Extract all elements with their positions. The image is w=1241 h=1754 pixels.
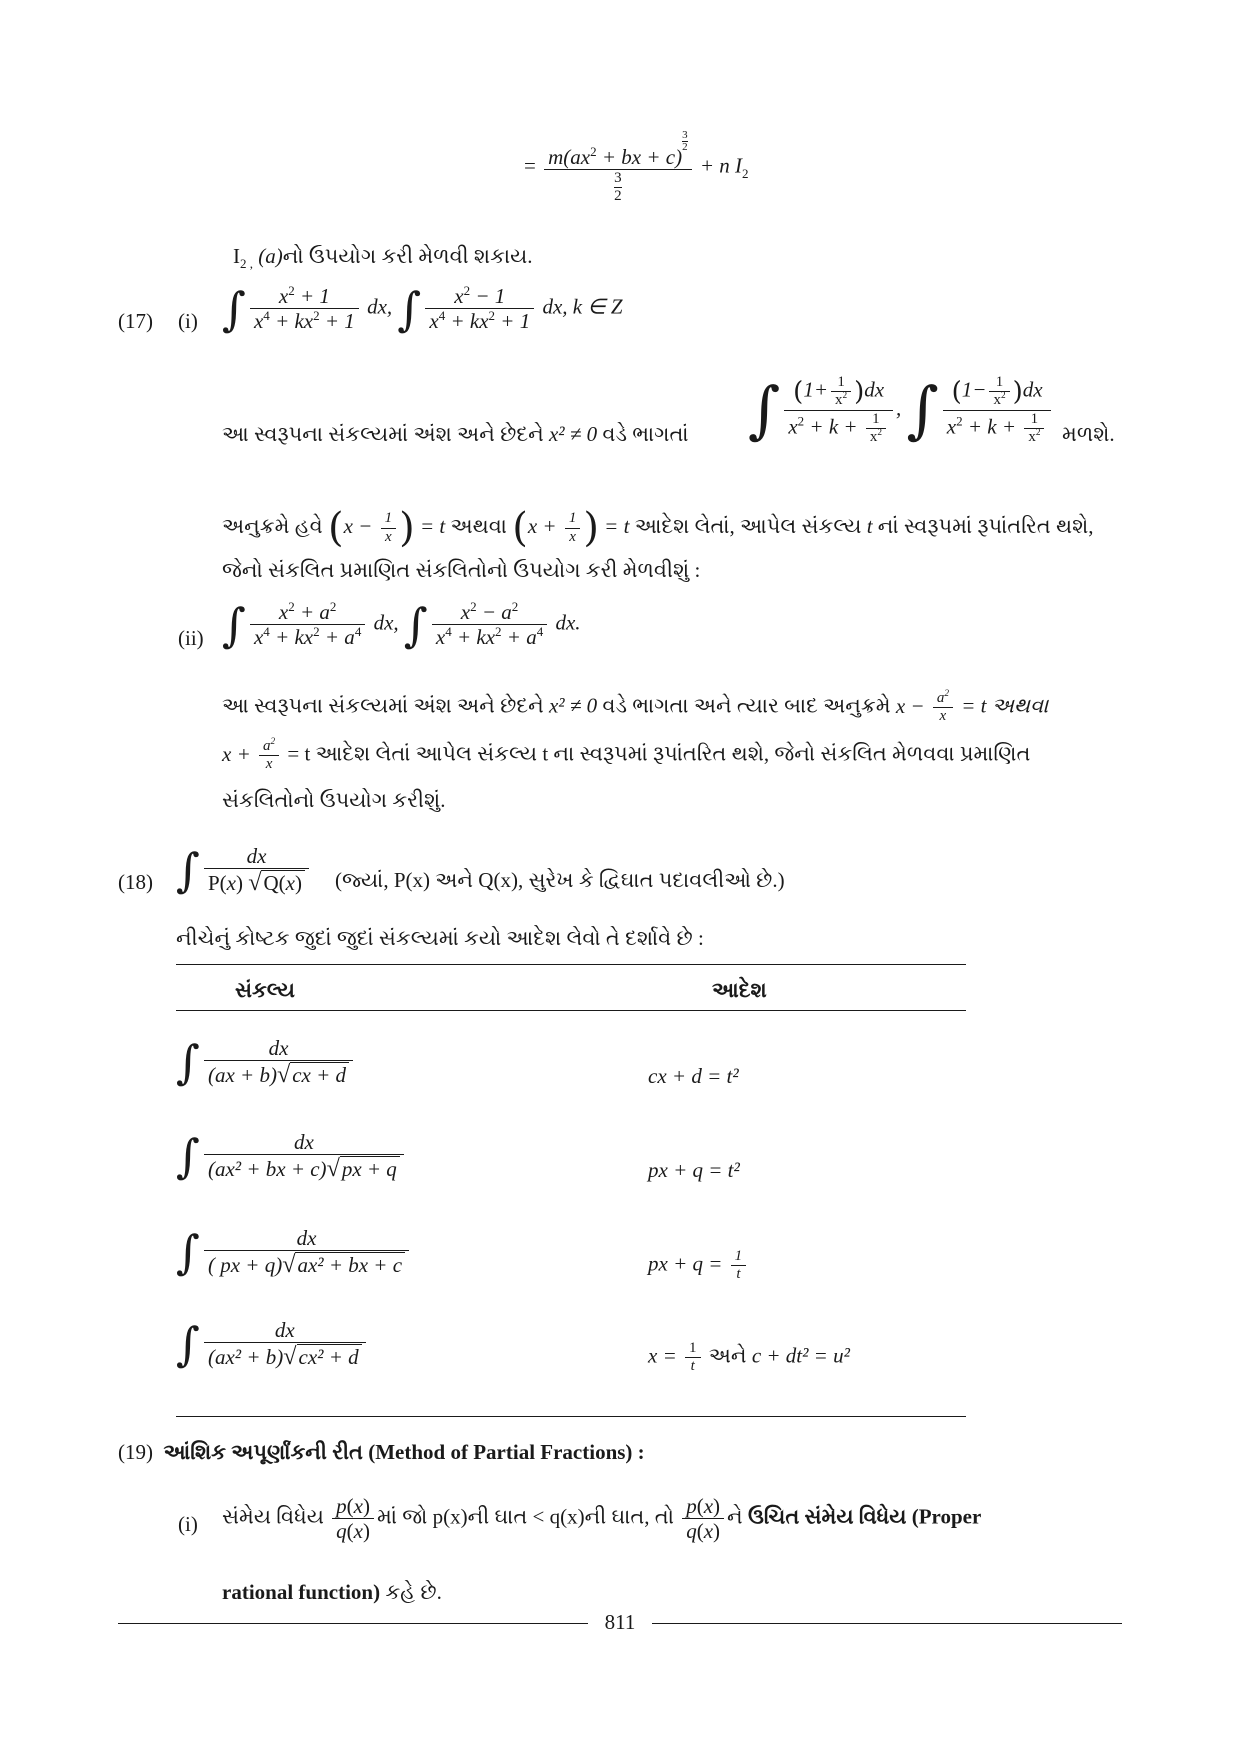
- table-row: ∫ $\frac{dx}{\text{(ax² + bx + c)√px + q}}$: [176, 1130, 407, 1183]
- section-17-roman-i: (i): [178, 309, 198, 333]
- s17-roman-ii: (ii): [178, 626, 204, 650]
- section-19-heading: (19) આંશિક અપૂર્ણાંકની રીત (Method of Partial Fractions) :: [118, 1440, 645, 1464]
- table-cell-substitution: px + q = t²: [648, 1158, 740, 1182]
- s17-ii-line2: x + $\frac{a^2}{x}$ = t આદેશ લેતાં આપેલ સંકલ્ય t ના સ્વરૂપમાં રૂપાંતરિત થશે, જેનો સંકલિત મેળવવા પ્રમાણિત: [222, 737, 1031, 773]
- s17-ii-line3: સંકલિતોનો ઉપયોગ કરીશું.: [222, 788, 446, 812]
- section-17-number: (17): [118, 309, 153, 333]
- s17-divided-integrals: ∫ (1+ $\frac{1}{x^2}$ )dx $x^2 + k$ + $\frac{1}{x^2}$ , ∫ (1− $\frac{1}{x^2}$ )dx $x^2 + k$ + $\frac{1}{x^2}$: [748, 374, 1054, 446]
- integral-sign: ∫: [222, 281, 246, 336]
- table-cell-substitution: x = $\frac{1}{t}$ અને c + dt² = u²: [648, 1340, 850, 1375]
- s19-line2: rational function) કહે છે.: [222, 1580, 442, 1604]
- equals-sign: =: [524, 153, 536, 178]
- table-cell-substitution: cx + d = t²: [648, 1064, 739, 1088]
- k-in-z: k ∈ Z: [572, 294, 623, 319]
- s18-intro: નીચેનું કોષ્ટક જુદાં જુદાં સંકલ્યમાં કયો આદેશ લેવો તે દર્શાવે છે :: [176, 926, 704, 950]
- section-18-number: (18): [118, 870, 153, 894]
- section-19-number: (19): [118, 1440, 153, 1464]
- s17-i-integrals: ∫ $\frac{x^2 + 1}{x^4 + kx^2 + 1}$ dx, ∫ $\frac{x^2 - 1}{x^4 + kx^2 + 1}$ dx, k ∈ Z: [222, 281, 623, 336]
- s19-roman-i: (i): [178, 1512, 198, 1536]
- s17-ii-line1: આ સ્વરૂપના સંકલ્યમાં અંશ અને છેદને x² ≠ 0 વડે ભાગતા અને ત્યાર બાદ અનુક્રમે x − $\frac{a^2}{x}$ = t અથવા: [222, 689, 1049, 725]
- table-header-substitution: આદેશ: [712, 978, 767, 1002]
- footer-rule-left: [118, 1623, 588, 1624]
- table-row: ∫ $\frac{dx}{\text{( px + q)√ax² + bx + c}}$: [176, 1226, 412, 1279]
- s17-para3: જેનો સંકલિત પ્રમાણિત સંકલિતોનો ઉપયોગ કરી મેળવીશું :: [222, 558, 701, 582]
- page-number: 811: [604, 1610, 636, 1634]
- top-formula: = $m(ax^2$ + bx + c) $^{\frac{3}{2}}$ $\frac{3}{2}$ + n $I_2$: [524, 129, 749, 205]
- s17-para1-end: મળશે.: [1062, 422, 1115, 446]
- top-fraction: $m(ax^2$ + bx + c) $^{\frac{3}{2}}$ $\frac{3}{2}$: [544, 130, 691, 206]
- footer-rule-right: [652, 1623, 1122, 1624]
- s18-paren-text: (જ્યાં, P(x) અને Q(x), સુરેખ કે દ્વિઘાત પદાવલીઓ છે.): [335, 868, 785, 892]
- s18-integral: ∫ $\frac{dx}{P(x) √Q(x)}$: [176, 844, 312, 897]
- s17-para1: આ સ્વરૂપના સંકલ્યમાં અંશ અને છેદને x² ≠ 0 વડે ભાગતાં: [222, 422, 689, 446]
- table-header-integrand: સંકલ્ય: [235, 978, 295, 1002]
- table-top-rule: [176, 964, 966, 965]
- table-header-rule: [176, 1010, 966, 1011]
- integral-sign: ∫: [397, 281, 422, 336]
- i2-line: $I_{2 ,}$ (a)નો ઉપયોગ કરી મેળવી શકાય.: [233, 244, 533, 272]
- top-formula-tail: + n I: [699, 153, 742, 178]
- table-row: ∫ $\frac{dx}{\text{(ax² + b)√cx² + d}}$: [176, 1318, 369, 1371]
- table-bottom-rule: [176, 1416, 966, 1417]
- table-row: ∫ $\frac{dx}{(ax + b)√cx + d}$: [176, 1036, 356, 1089]
- s17-para2: અનુક્રમે હવે (x − $\frac{1}{x}$ ) = t અથવા (x + $\frac{1}{x}$ ) = t આદેશ લેતાં, આપેલ સંકલ્ય t નાં સ્વરૂપમાં રૂપાંતરિત થશે,: [222, 505, 1094, 551]
- table-cell-substitution: px + q = $\frac{1}{t}$: [648, 1248, 749, 1284]
- s17-ii-integrals: ∫ $\frac{x^2 + a^2}{x^4 + kx^2 + a^4}$ dx, ∫ $\frac{x^2 - a^2}{x^4 + kx^2 + a^4}$ dx.: [222, 597, 581, 652]
- s19-line1: સંમેય વિધેય $\frac{p(x)}{q(x)}$ માં જો p(x)ની ઘાત < q(x)ની ઘાત, તો $\frac{p(x)}{q(x)}$ ને ઉચિત સંમેય વિધેય (Proper: [222, 1494, 982, 1544]
